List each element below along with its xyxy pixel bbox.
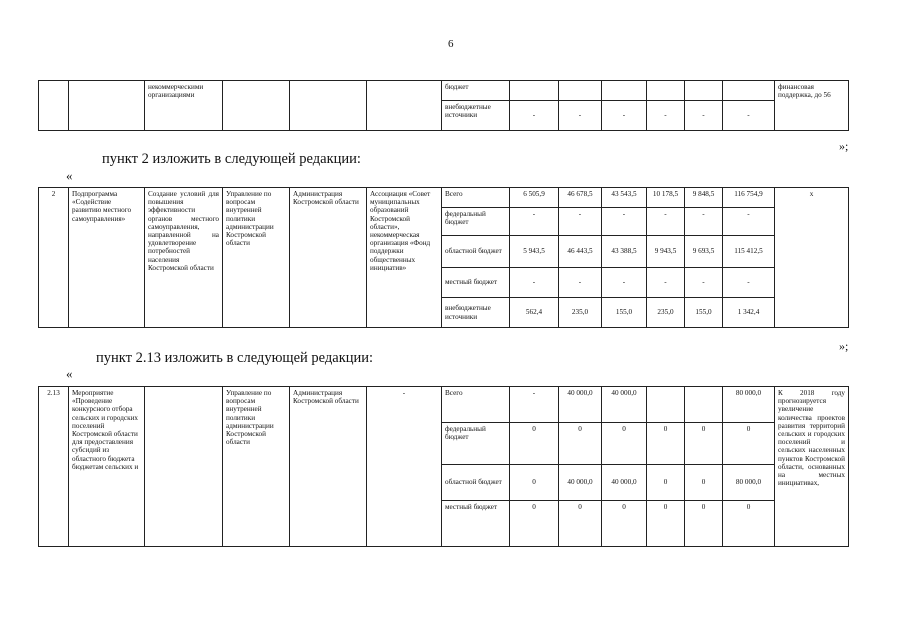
activity-name: Мероприятие «Проведение конкурсного отбора сельских и городских поселений Костромской области для предоставления субсидий из областного бюджета бюджетам сельских и <box>69 387 145 547</box>
heading-item-2-13: пункт 2.13 изложить в следующей редакции: <box>96 350 374 366</box>
opening-quote: « <box>66 366 73 381</box>
source-cell: Всего <box>442 387 510 423</box>
co-executor: Администрация Костромской области <box>290 188 367 328</box>
responsible-executor: Управление по вопросам внутренней политики администрации Костромской области <box>223 188 290 328</box>
participant: - <box>367 387 442 547</box>
row-number: 2 <box>39 188 69 328</box>
co-executor: Администрация Костромской области <box>290 387 367 547</box>
opening-quote: « <box>66 168 73 183</box>
closing-quote: »; <box>839 139 849 153</box>
closing-quote: »; <box>839 339 849 353</box>
activity-name: Подпрограмма «Содействие развитию местного самоуправления» <box>69 188 145 328</box>
result-cell: х <box>775 188 849 328</box>
participant: Ассоциация «Совет муниципальных образований Костромской области», некоммерческая организация «Фонд поддержки общественных инициатив» <box>367 188 442 328</box>
result-cell: К 2018 году прогнозируется увеличение количества проектов развития территорий сельских и городских поселений и сельских населенных пунктов Костромской области, основанных на местных инициативах, <box>775 387 849 547</box>
result-cell: финансовая поддержка, до 56 <box>775 81 849 131</box>
activity-goal <box>145 387 223 547</box>
row-number: 2.13 <box>39 387 69 547</box>
subprogram-table: 2 Подпрограмма «Содействие развитию местного самоуправления» Создание условий для повышения эффективности органов местного самоуправления, направленной на удовлетворение потребностей населения Костромской области Управление по вопросам внутренней политики администрации Костромской области Администрация Костромской области Ассоциация «Совет муниципальных образований Костромской области», некоммерческая организация «Фонд поддержки общественных инициатив» Всего 6 505,9 46 678,5 43 543,5 10 178,5 9 848,5 116 754,9 х федеральный бюджет - - - - - - областной бюджет 5 943,5 46 443,5 43 388,5 9 943,5 9 693,5 115 412,5 местный бюджет - - - - - - внебюджетные источники 562,4 235,0 155,0 235,0 155,0 1 342,4 <box>38 187 849 328</box>
page-number: 6 <box>448 38 454 50</box>
heading-item-2: пункт 2 изложить в следующей редакции: <box>102 151 361 167</box>
activity-goal: Создание условий для повышения эффективности органов местного самоуправления, направленной на удовлетворение потребностей населения Костромской области <box>145 188 223 328</box>
source-cell: Всего <box>442 188 510 208</box>
responsible-executor: Управление по вопросам внутренней политики администрации Костромской области <box>223 387 290 547</box>
source-cell: внебюджетные источники <box>442 101 510 131</box>
source-cell: бюджет <box>442 81 510 101</box>
activity-table: 2.13 Мероприятие «Проведение конкурсного отбора сельских и городских поселений Костромской области для предоставления субсидий из областного бюджета бюджетам сельских и Управление по вопросам внутренней политики администрации Костромской области Администрация Костромской области - Всего - 40 000,0 40 000,0 80 000,0 К 2018 году прогнозируется увеличение количества проектов развития территорий сельских и городских поселений и сельских населенных пунктов Костромской области, основанных на местных инициативах, федеральный бюджет 0 0 0 0 0 0 областной бюджет 0 40 000,0 40 000,0 0 0 80 000,0 местный бюджет 0 0 0 0 0 0 <box>38 386 849 547</box>
org-cell: некоммерческими организациями <box>145 81 223 131</box>
continuation-table: некоммерческими организациями бюджет финансовая поддержка, до 56 внебюджетные источники - - - - - - <box>38 80 849 131</box>
